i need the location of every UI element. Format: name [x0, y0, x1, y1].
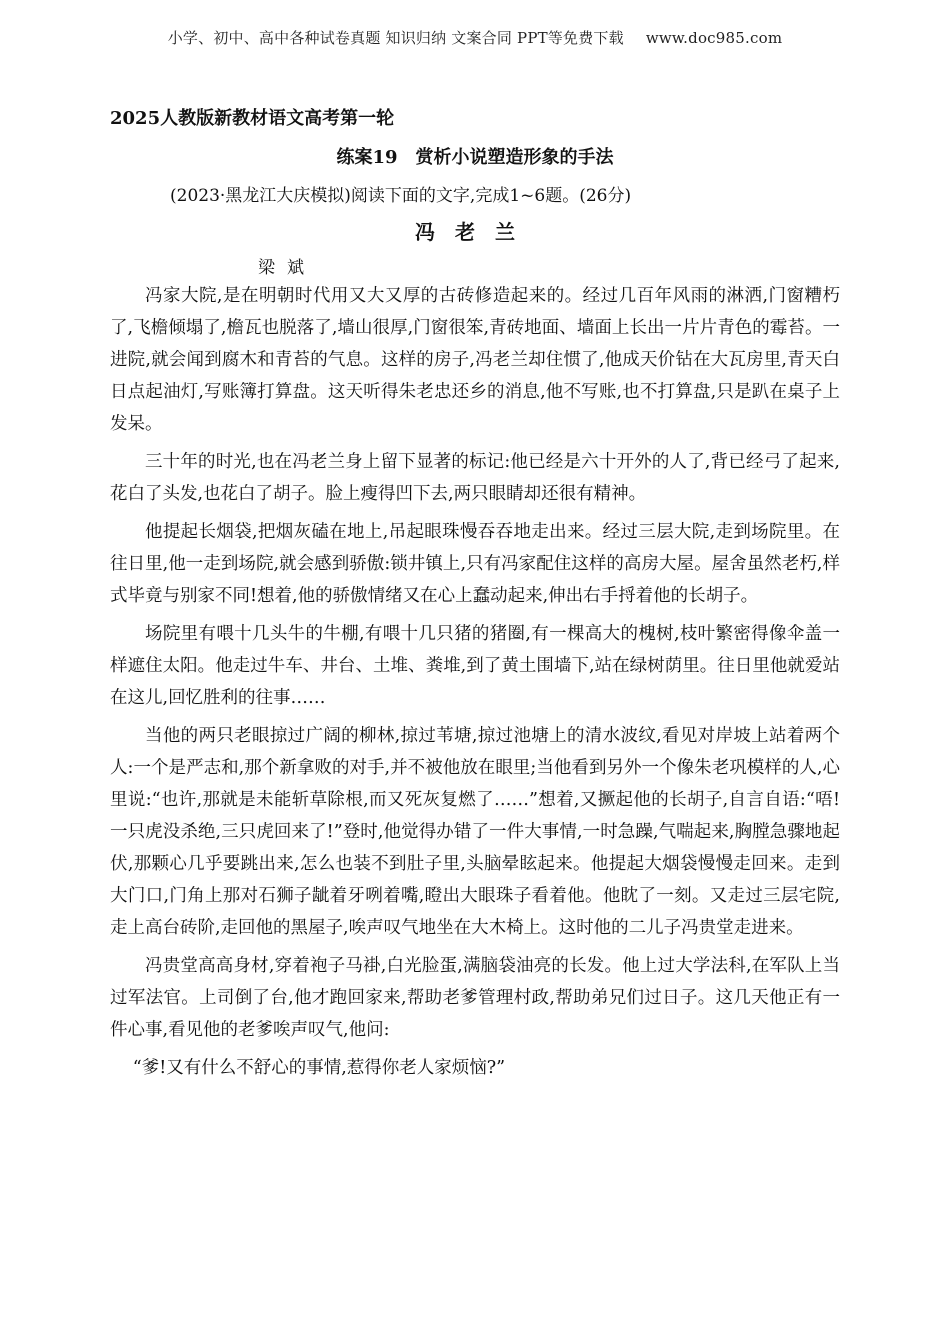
header-url[interactable]: www.doc985.com [645, 29, 783, 47]
story-title: 冯老兰 [415, 220, 535, 244]
paragraph: 冯贵堂高高身材,穿着袍子马褂,白光脸蛋,满脑袋油亮的长发。他上过大学法科,在军队上当过军法官。上司倒了台,他才跑回家来,帮助老爹管理村政,帮助弟兄们过日子。这几天他正有一件心事,看见他的老爹唉声叹气,他问: [110, 956, 840, 1040]
paragraph: 他提起长烟袋,把烟灰磕在地上,吊起眼珠慢吞吞地走出来。经过三层大院,走到场院里。在往日里,他一走到场院,就会感到骄傲:锁井镇上,只有冯家配住这样的高房大屋。屋舍虽然老朽,样式毕竟与别家不同!想着,他的骄傲情绪又在心上蠢动起来,伸出右手捋着他的长胡子。 [110, 522, 840, 606]
paragraph: “爹!又有什么不舒心的事情,惹得你老人家烦恼?” [132, 1058, 506, 1078]
question-instruction: (2023·黑龙江大庆模拟)阅读下面的文字,完成1~6题。(26分) [170, 186, 632, 206]
document-title: 2025人教版新教材语文高考第一轮 [110, 108, 395, 129]
paragraph: 三十年的时光,也在冯老兰身上留下显著的标记:他已经是六十开外的人了,背已经弓了起来,花白了头发,也花白了胡子。脸上瘦得凹下去,两只眼睛却还很有精神。 [110, 452, 840, 504]
paragraph: 场院里有喂十几头牛的牛棚,有喂十几只猪的猪圈,有一棵高大的槐树,枝叶繁密得像伞盖一样遮住太阳。他走过牛车、井台、土堆、粪堆,到了黄土围墙下,站在绿树荫里。往日里他就爱站在这儿,回忆胜利的往事…… [110, 624, 840, 708]
header-text: 小学、初中、高中各种试卷真题 知识归纳 文案合同 PPT等免费下载 [167, 29, 624, 47]
paragraph: 冯家大院,是在明朝时代用又大又厚的古砖修造起来的。经过几百年风雨的淋洒,门窗糟朽了,飞檐倾塌了,檐瓦也脱落了,墙山很厚,门窗很笨,青砖地面、墙面上长出一片片青色的霉苔。一进院,就会闻到腐木和青苔的气息。这样的房子,冯老兰却住惯了,他成天价钻在大瓦房里,青天白日点起油灯,写账簿打算盘。这天听得朱老忠还乡的消息,他不写账,也不打算盘,只是趴在桌子上发呆。 [110, 286, 840, 434]
story-author: 梁斌 [258, 258, 316, 278]
paragraph: 当他的两只老眼掠过广阔的柳林,掠过苇塘,掠过池塘上的清水波纹,看见对岸坡上站着两个人:一个是严志和,那个新拿败的对手,并不被他放在眼里;当他看到另外一个像朱老巩模样的人,心里说:“也许,那就是未能斩草除根,而又死灰复燃了……”想着,又撅起他的长胡子,自言自语:“唔!一只虎没杀绝,三只虎回来了!”登时,他觉得办错了一件大事情,一时急躁,气喘起来,胸膛急骤地起伏,那颗心几乎要跳出来,怎么也装不到肚子里,头脑晕眩起来。他提起大烟袋慢慢走回来。走到大门口,门角上那对石狮子龇着牙咧着嘴,瞪出大眼珠子看着他。他眈了一刻。又走过三层宅院,走上高台砖阶,走回他的黑屋子,唉声叹气地坐在大木椅上。这时他的二儿子冯贵堂走进来。 [110, 726, 840, 938]
exercise-subtitle: 练案19 赏析小说塑造形象的手法 [336, 147, 614, 168]
story-body [110, 280, 840, 1090]
page-header [0, 27, 950, 48]
